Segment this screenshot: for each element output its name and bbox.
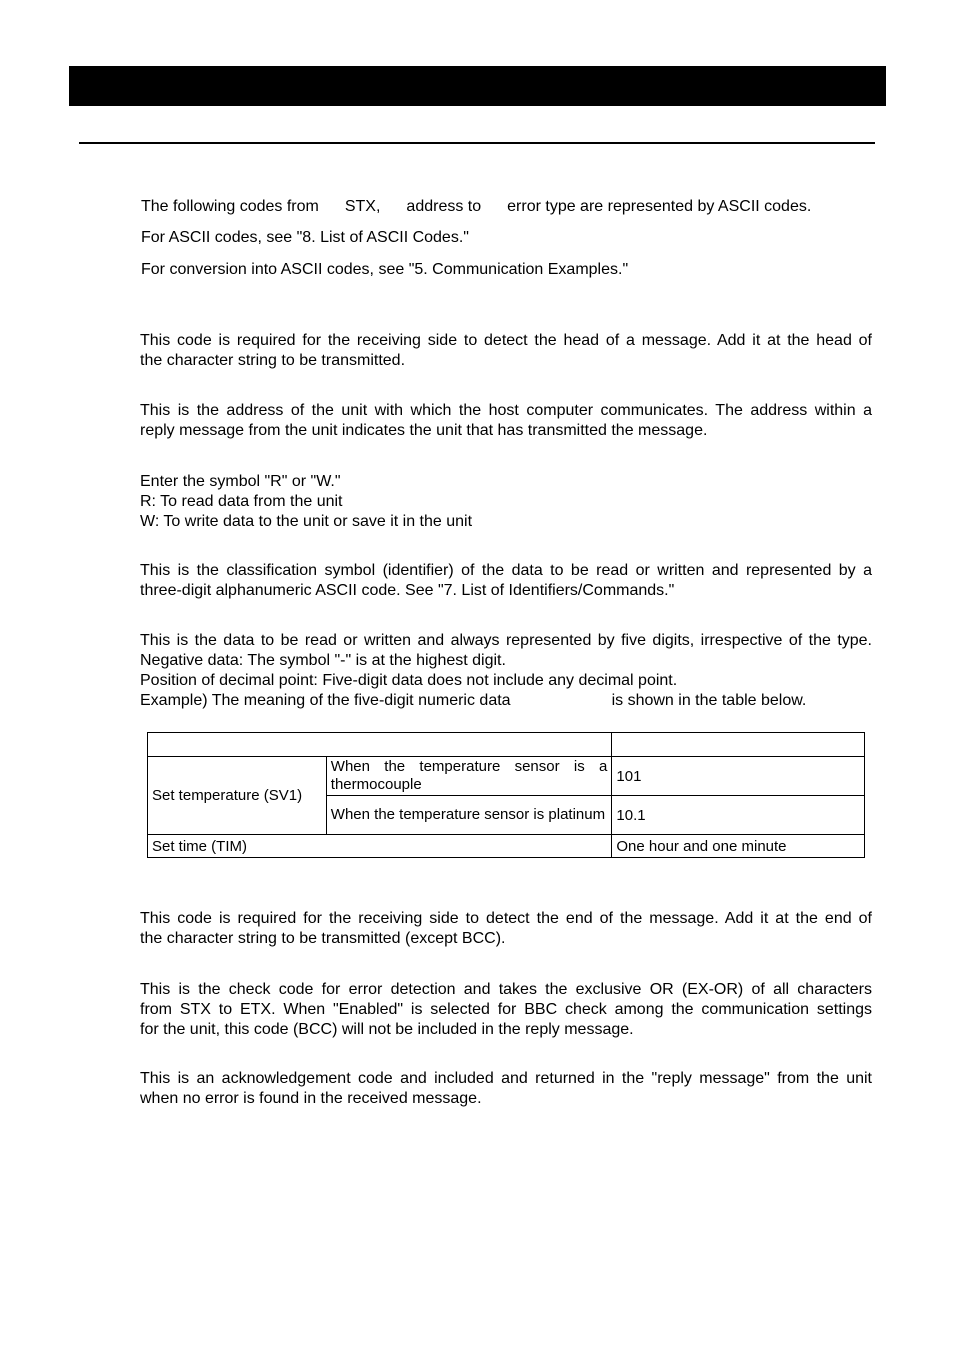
- stx-description: This code is required for the receiving side to detect the head of a message. Add it at the head of the character string to be transmitted.: [140, 332, 872, 369]
- data-description: This is the data to be read or written and always represented by five digits, irrespective of the type. Negative data: The symbol "-" is at the highest digit. Position of decimal point: Five-digit data does not include any decimal point. Example) The meaning of the five-digit numeric data is shown in the table below.: [140, 632, 872, 709]
- table-row: [148, 757, 865, 796]
- sv1-label: Set temperature (SV1): [148, 757, 327, 835]
- intro-line-3: For conversion into ASCII codes, see "5. Communication Examples.": [141, 261, 629, 278]
- bcc-description: This is the check code for error detection and takes the exclusive OR (EX-OR) of all characters from STX to ETX. When "Enabled" is selected for BBC check among the communication settings for the unit, this code (BCC) will not be included in the reply message.: [140, 981, 872, 1038]
- tim-label: Set time (TIM): [148, 835, 612, 858]
- platinum-label: When the temperature sensor is platinum: [326, 796, 612, 835]
- intro-line-2: For ASCII codes, see "8. List of ASCII Codes.": [141, 229, 469, 246]
- numeric-data-table: [147, 732, 865, 858]
- etx-description: This code is required for the receiving side to detect the end of the message. Add it at the end of the character string to be transmitted (except BCC).: [140, 910, 872, 947]
- header-rule: [79, 142, 875, 144]
- ack-description: This is an acknowledgement code and included and returned in the "reply message" from the unit when no error is found in the received message.: [140, 1070, 872, 1107]
- table-header-row: [148, 733, 865, 757]
- intro-line-1: The following codes from STX, address to error type are represented by ASCII codes.: [141, 198, 812, 215]
- identifier-description: This is the classification symbol (identifier) of the data to be read or written and represented by a three-digit alphanumeric ASCII code. See "7. List of Identifiers/Commands.": [140, 562, 872, 599]
- section-header-bar: [69, 66, 886, 106]
- platinum-value: 10.1: [612, 796, 865, 835]
- table-row: [148, 835, 865, 858]
- thermocouple-value: 101: [612, 757, 865, 796]
- tim-value: One hour and one minute: [612, 835, 865, 858]
- thermocouple-label: When the temperature sensor is a thermocouple: [326, 757, 612, 796]
- address-description: This is the address of the unit with which the host computer communicates. The address within a reply message from the unit indicates the unit that has transmitted the message.: [140, 402, 872, 439]
- command-description: Enter the symbol "R" or "W." R: To read data from the unit W: To write data to the unit or save it in the unit: [140, 473, 473, 530]
